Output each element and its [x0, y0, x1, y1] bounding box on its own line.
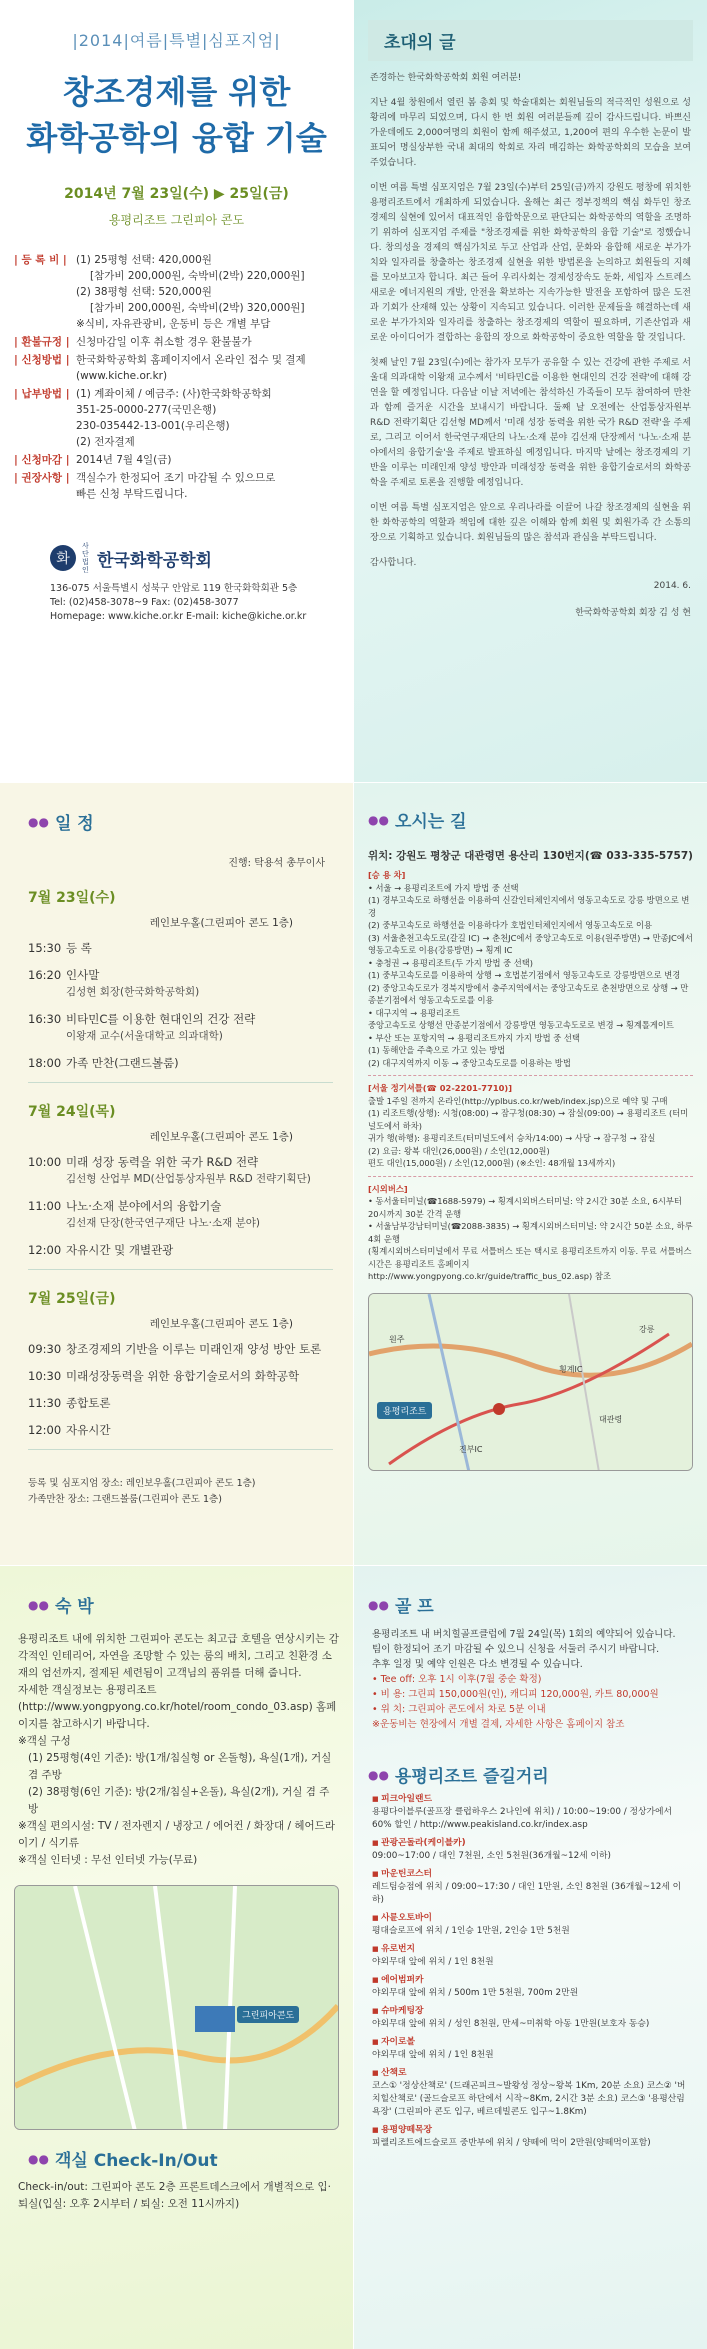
attraction-name: ■ 산책로	[372, 2067, 693, 2080]
direction-line: • 서울 → 용평리조트에 가지 방법 중 선택	[368, 882, 519, 893]
lodging-text	[18, 1631, 339, 1869]
letter-paragraph: 첫째 날인 7월 23일(수)에는 참가자 모두가 공유할 수 있는 건강에 관한 주제로 서울대 의과대학 이왕재 교수께서 '비타민C를 이용한 현대인의 건강 전략'에 대해 강연을 할 예정입니다. 다음날 이날 저녁에는 참석하신 가족들이 모두 참여하여 만찬과 함께 즐거운 시간을 보내시기 바랍니다. 둘째 날 오전에는 산업통상자원부 R&D 전략기획단 김선형 MD께서 '미래 성장 동력을 위한 국가 R&D 전략'을 주제로, 그리고 이어서 한국연구재단의 나노·소재 분야 김선재 단장께서 '나노·소재 분야에서의 융합기술'을 주제로 발표하실 예정입니다. 마지막 날에는 창조경제의 기반을 이루는 미래인재 양성 방안과 미래성장 동력을 위한 융합기술로서의 화학공학을 주제로 토론을 진행할 예정입니다.	[370, 358, 691, 488]
attraction-desc: 야외무대 앞에 위치 / 500m 1만 5천원, 700m 2만원	[372, 1988, 579, 1998]
item-time: 12:00	[28, 1423, 62, 1437]
golf-title: 골 프	[394, 1597, 434, 1617]
dots-icon: ●●	[368, 812, 389, 827]
direction-line: (2) 중앙고속도로가 경북지방에서 충주지역에서는 중앙고속도로 춘천방면으로 상행 → 만종분기점에서 영동고속도로를 이용	[368, 982, 689, 1005]
schedule-item	[28, 1011, 333, 1045]
item-title: 미래성장동력을 위한 융합기술로서의 화학공학	[66, 1369, 300, 1383]
direction-line: (3) 서울춘천고속도로(갈길 IC) → 춘천JC에서 중앙고속도로 이용(원주방면) → 만종JC에서 영동고속도로 이용(강릉방면) → 횡계 IC	[368, 932, 693, 955]
info-line: [참가비 200,000원, 숙박비(2박) 220,000원]	[90, 270, 305, 282]
golf-line: • Tee off: 오후 1시 이후(7월 중순 확정)	[372, 1674, 542, 1685]
schedule-item	[28, 1242, 333, 1259]
info-line: ※식비, 자유관광비, 운동비 등은 개별 부담	[76, 318, 271, 330]
item-body	[66, 1341, 333, 1358]
dots-icon: ●●	[28, 814, 49, 829]
attraction-name: ■ 유로번지	[372, 1943, 693, 1956]
item-time: 11:30	[28, 1396, 62, 1410]
letter-date: 2014. 6.	[653, 581, 691, 591]
attraction-desc: 피렐리조트에드슬로프 중반부에 위치 / 양떼에 먹이 2만원(양떼먹이포함)	[372, 2138, 651, 2148]
item-title: 자유시간 및 개별관광	[66, 1243, 174, 1257]
item-title: 나노·소재 분야에서의 융합기술	[66, 1199, 222, 1213]
info-value	[76, 452, 339, 468]
map-place-label: 진부IC	[459, 1444, 483, 1454]
info-line: 한국화학공학회 홈페이지에서 온라인 접수 및 결제	[76, 354, 306, 366]
item-time: 10:00	[28, 1155, 62, 1169]
item-time: 16:30	[28, 1012, 62, 1026]
lodging-paragraph: 용평리조트 내에 위치한 그린피아 콘도는 최고급 호텔을 연상시키는 감각적인 인테리어, 자연을 조망할 수 있는 룸의 배치, 그리고 친환경 소재의 엄선까지, 절제된 세련됨이 고객님의 품위를 더해 줍니다.	[18, 1633, 339, 1679]
attraction-name: ■ 에어범퍼카	[372, 1974, 693, 1987]
directions-panel	[354, 783, 707, 1565]
schedule-item	[28, 1422, 333, 1439]
info-label: | 등 록 비 |	[14, 254, 67, 266]
info-value	[76, 470, 339, 502]
item-title: 등 록	[66, 941, 92, 955]
schedule-item	[28, 967, 333, 1001]
attraction-name: ■ 피크아일랜드	[372, 1793, 693, 1806]
directions-map	[368, 1293, 693, 1471]
map-place-label: 횡계IC	[559, 1364, 583, 1374]
golf-text	[372, 1627, 693, 1732]
attraction-name: ■ 관광곤돌라(케이블카)	[372, 1837, 693, 1850]
schedule-item	[28, 1198, 333, 1232]
day-room: 레인보우홀(그린피아 콘도 1층)	[149, 1318, 293, 1330]
info-line: 351-25-0000-277(국민은행)	[76, 404, 217, 416]
direction-line: • 서울남부강남터미널(☎2088-3835) → 횡계시외버스터미널: 약 2시간 50분 소요, 하루 4회 운행	[368, 1221, 693, 1244]
item-title: 창조경제의 기반을 이루는 미래인재 양성 방안 토론	[66, 1342, 322, 1356]
address-line: Homepage: www.kiche.or.kr E-mail: kiche@kiche.or.kr	[50, 611, 307, 622]
info-label: | 환불규정 |	[14, 336, 70, 348]
item-title: 비타민C를 이용한 현대인의 건강 전략	[66, 1012, 256, 1026]
info-line: 2014년 7월 4일(금)	[76, 454, 172, 466]
dots-icon: ●●	[368, 1597, 389, 1612]
item-time: 16:20	[28, 968, 62, 982]
day-room: 레인보우홀(그린피아 콘도 1층)	[149, 1131, 293, 1143]
attractions-list	[372, 1793, 693, 2150]
info-row	[14, 334, 339, 350]
item-time: 15:30	[28, 941, 62, 955]
condo-building	[195, 2006, 235, 2032]
direction-line: 편도 대인(15,000원) / 소인(12,000원) (※소인: 48개월 13세까지)	[368, 1158, 616, 1168]
logo-small-text: 사단법인	[82, 542, 89, 574]
attraction-name: ■ 자이로볼	[372, 2036, 693, 2049]
info-value	[76, 334, 339, 350]
golf-line: 용평리조트 내 버치힐골프클럽에 7월 24일(목) 1회의 예약되어 있습니다.	[372, 1629, 676, 1640]
lodging-title-wrap	[28, 1592, 353, 1617]
resort-map	[14, 1885, 339, 2130]
info-row	[14, 386, 339, 450]
info-line: 빠른 신청 부탁드립니다.	[76, 488, 188, 500]
invitation-letter	[370, 71, 691, 571]
checkin-text: Check-in/out: 그린피아 콘도 2층 프론트데스크에서 개별적으로 입·퇴실(입실: 오후 2시부터 / 퇴실: 오전 11시까지)	[18, 2181, 331, 2210]
letter-paragraph: 이번 여름 특별 심포지엄은 7월 23일(수)부터 25일(금)까지 강원도 평창에 위치한 용평리조트에서 개최하게 되었습니다. 올해는 최근 정부정책의 핵심 화두인 창조경제의 실현에 있어서 대표적인 융합학문으로 판단되는 화학공학의 역할을 조명하기 위하여 심포지엄 주제를 "창조경제를 위한 화학공학의 융합 기술"로 정했습니다. 창의성을 경제의 핵심가치로 두고 산업과 산업, 문화와 융합해 새로운 부가가치와 일자리를 창출하는 창조경제 실현을 위한 방법론을 논의하고 회원들의 지혜를 모아보고자 합니다. 최근 들어 우리사회는 경제성장속도 둔화, 세입자 스트레스 새로운 에너지원의 개발, 안전을 확보하는 지속가능한 발전을 포함하여 많은 도전과 기회가 산재해 있는 상황이 지속되고 있습니다. 이러한 문제들을 해결하는데 새로운 부가가치와 일자리를 창출하는 창조경제의 역할이 필요하며, 기존산업과 새로운 아이디어가 결합하는 융합의 장으로 화학공학이 중요한 역할을 할 것입니다.	[370, 183, 691, 343]
item-title: 인사말	[66, 968, 100, 982]
title-line-1: 창조경제를 위한	[62, 73, 291, 111]
direction-block-head: [서울 정기셔틀(☎ 02-2201-7710)]	[368, 1083, 512, 1093]
direction-line: (1) 동해안을 주축으로 가고 있는 방법	[368, 1045, 506, 1055]
info-label: | 신청마감 |	[14, 454, 70, 466]
info-value	[76, 386, 339, 450]
attraction-name: ■ 마운틴코스터	[372, 1868, 693, 1881]
attraction-desc: 레드팀승점에 위치 / 09:00~17:30 / 대인 1만원, 소인 8천원 (36개월~12세 이하)	[372, 1882, 682, 1905]
checkin-title: 객실 Check-In/Out	[54, 2151, 218, 2171]
schedule-item	[28, 1368, 333, 1385]
divider	[28, 1269, 333, 1270]
resort-marker	[493, 1403, 505, 1415]
letter-paragraph: 지난 4월 창원에서 열린 봄 총회 및 학술대회는 회원님들의 적극적인 성원으로 성황리에 마무리 되었으며, 다시 한 번 회원 여러분들께 깊이 감사드립니다. 바쁘신 가운데에도 2,000여명의 회원이 함께 해주셨고, 1,200여 편의 우수한 논문이 발표되어 명실상부한 국내 최대의 학회로 자리 매김하는 화학공학회의 모습을 보여주었습니다.	[370, 98, 691, 168]
checkin-title-wrap	[28, 2146, 353, 2171]
item-body	[66, 1242, 333, 1259]
direction-line: • 동서울터미널(☎1688-5979) → 횡계시외버스터미널: 약 2시간 30분 소요, 6시부터 20시까지 30분 간격 운행	[368, 1196, 682, 1219]
map-place-label: 강릉	[639, 1324, 655, 1334]
item-body	[66, 940, 333, 957]
direction-line: 출발 1주일 전까지 온라인(http://yplbus.co.kr/web/index.jsp)으로 예약 및 구매	[368, 1095, 668, 1106]
day-date: 7월 24일(목)	[28, 1104, 116, 1120]
item-body	[66, 1011, 333, 1045]
info-line: (1) 계좌이체 / 예금주: (사)한국화학공학회	[76, 388, 272, 400]
attraction-desc: 코스① '정상산책로' (드래곤피크~발왕성 정상~왕복 1Km, 20분 소요) 코스② '버치힐산책로' (골드슬로프 하단에서 시작~8Km, 2시간 3분 소요) 코스③ '용평산림욕장' (그린피아 콘도 입구, 베르데빌콘도 입구~1.8Km)	[372, 2081, 686, 2117]
direction-line: (1) 중부고속도로를 이용하여 상행 → 호법분기점에서 영동고속도로 강릉방면으로 변경	[368, 970, 681, 980]
address-line: 136-075 서울특별시 성북구 안암로 119 한국화학회관 5층	[50, 583, 298, 594]
direction-line: (2) 요금: 왕복 대인(26,000원) / 소인(12,000원)	[368, 1145, 550, 1156]
info-line: (2) 전자결제	[76, 436, 135, 448]
divider	[28, 1449, 333, 1450]
lodging-paragraph: ※객실 구성	[18, 1735, 71, 1747]
attraction-desc: 야외무대 앞에 위치 / 성인 8천원, 만세~미취학 아동 1만원(보호자 동승)	[372, 2019, 650, 2029]
direction-line: (1) 경부고속도로 하행선을 이용하여 신갈인터체인지에서 영동고속도로 강릉 방면으로 변경	[368, 895, 690, 918]
info-value	[76, 352, 339, 384]
dots-icon: ●●	[28, 2151, 49, 2166]
attraction-desc: 평대슬로프에 위치 / 1인승 1만원, 2인승 1만 5천원	[372, 1926, 570, 1936]
divider	[368, 1075, 693, 1076]
item-sub: 이왕재 교수(서울대학교 의과대학)	[66, 1030, 223, 1042]
item-title: 가족 만찬(그랜드볼룸)	[66, 1056, 179, 1070]
attraction-desc: 용평다이블루(골프장 클럽하우스 2나인에 위치) / 10:00~19:00 / 정상가에서 60% 할인 / http://www.peakisland.co.kr/index.asp	[372, 1807, 672, 1830]
dots-icon: ●●	[368, 1767, 389, 1782]
footer-line: 가족만찬 장소: 그랜드볼룸(그린피아 콘도 1층)	[28, 1494, 222, 1505]
road-map-svg	[369, 1294, 692, 1471]
item-body	[66, 1395, 333, 1412]
attraction-desc: 야외무대 앞에 위치 / 1인 8천원	[372, 2050, 494, 2060]
info-label: | 납부방법 |	[14, 388, 70, 400]
logo-text-wrap	[82, 542, 212, 574]
item-body	[66, 1368, 333, 1385]
golf-line: ※운동비는 현장에서 개별 결제, 자세한 사항은 홈페이지 참조	[372, 1719, 625, 1730]
letter-paragraph: 존경하는 한국화학공학회 회원 여러분!	[370, 73, 522, 83]
info-line: (www.kiche.or.kr)	[76, 370, 168, 382]
schedule-title-wrap	[28, 809, 353, 834]
attraction-name: ■ 슈마케팅장	[372, 2005, 693, 2018]
info-row	[14, 452, 339, 468]
lodging-title: 숙 박	[54, 1597, 94, 1617]
lodging-panel	[0, 1566, 353, 2349]
golf-title-wrap	[368, 1592, 707, 1617]
golf-line: 팀이 한정되어 조기 마감될 수 있으니 신청을 서둘러 주시기 바랍니다.	[372, 1644, 660, 1655]
golf-panel	[354, 1566, 707, 2349]
info-value	[76, 252, 339, 332]
item-title: 종합토론	[66, 1396, 111, 1410]
lodging-paragraph: (2) 38평형(6인 기준): 방(2개/침실+온돌), 욕실(2개), 거실 겸 주방	[28, 1786, 330, 1815]
directions-title-wrap	[368, 807, 707, 832]
society-address	[50, 582, 353, 624]
info-line: [참가비 200,000원, 숙박비(2박) 320,000원]	[90, 302, 305, 314]
letter-paragraph: 이번 여름 특별 심포지엄은 앞으로 우리나라를 이끌어 나갈 창조경제의 실현을 위한 화학공학의 역할과 책임에 대한 깊은 이해와 함께 회원 및 회원가족 간 소통의 장으로 기획하고 있습니다. 회원님들의 많은 참석과 관심을 부탁드립니다.	[370, 503, 691, 543]
item-time: 11:00	[28, 1199, 62, 1213]
cover-panel	[0, 0, 353, 782]
divider	[368, 1176, 693, 1177]
attraction-name: ■ 용평양떼목장	[372, 2124, 693, 2137]
attractions-title-wrap	[368, 1762, 707, 1787]
golf-line: • 위 치: 그린피아 콘도에서 차로 5분 이내	[372, 1704, 546, 1715]
item-body	[66, 1055, 333, 1072]
event-label: |2014|여름|특별|심포지엄|	[72, 31, 281, 50]
item-body	[66, 967, 333, 1001]
schedule-footer	[28, 1476, 333, 1508]
day-room: 레인보우홀(그린피아 콘도 1층)	[149, 917, 293, 929]
item-body	[66, 1154, 333, 1188]
attraction-desc: 09:00~17:00 / 대인 7천원, 소인 5천원(36개월~12세 이하)	[372, 1851, 611, 1861]
invitation-panel	[354, 0, 707, 782]
direction-block-head: [시외버스]	[368, 1183, 408, 1194]
lodging-paragraph: ※객실 인터넷 : 무선 인터넷 가능(무료)	[18, 1854, 198, 1866]
schedule-panel	[0, 783, 353, 1565]
info-line: (1) 25평형 선택: 420,000원	[76, 254, 212, 266]
info-row	[14, 252, 339, 332]
day-date: 7월 25일(금)	[28, 1291, 116, 1307]
attraction-desc: 야외무대 앞에 위치 / 1인 8천원	[372, 1957, 494, 1967]
direction-line: (2) 대구지역까지 이동 → 중앙고속도로를 이용하는 방법	[368, 1057, 571, 1068]
schedule-item	[28, 1395, 333, 1412]
direction-line: (횡계시외버스터미널에서 무료 셔틀버스 또는 택시로 용평리조트까지 이동. 무료 셔틀버스 시간은 용평리조트 홈페이지http://www.yongpyong.co.kr/guide/traffic_bus_02.asp) 참조	[368, 1246, 692, 1281]
dots-icon: ●●	[28, 1597, 49, 1612]
item-title: 미래 성장 동력을 위한 국가 R&D 전략	[66, 1155, 259, 1169]
info-row	[14, 470, 339, 502]
map-place-label: 대관령	[599, 1414, 623, 1424]
directions-title: 오시는 길	[394, 812, 467, 832]
map-resort-label: 용평리조트	[377, 1402, 432, 1419]
info-line: 230-035442-13-001(우리은행)	[76, 420, 230, 432]
item-time: 09:30	[28, 1342, 62, 1356]
title-line-2: 화학공학의 융합 기술	[26, 119, 327, 157]
direction-line: • 부산 또는 포항지역 → 용평리조트까지 가지 방법 중 선택	[368, 1032, 580, 1043]
directions-address: 위치: 강원도 평창군 대관령면 용산리 130번지(☎ 033-335-5757)	[368, 850, 693, 862]
footer-line: 등록 및 심포지엄 장소: 레인보우홀(그린피아 콘도 1층)	[28, 1478, 256, 1489]
lodging-paragraph: 자세한 객실정보는 용평리조트(http://www.yongpyong.co.kr/hotel/room_condo_03.asp) 홈페이지를 참고하시기 바랍니다.	[18, 1684, 337, 1730]
info-line: 객실수가 한정되어 조기 마감될 수 있으므로	[76, 472, 276, 484]
info-label: | 신청방법 |	[14, 354, 70, 366]
letter-signature: 한국화학공학회 회장 김 성 현	[575, 608, 691, 618]
item-time: 12:00	[28, 1243, 62, 1257]
golf-line: • 비 용: 그린피 150,000원(인), 캐디피 120,000원, 카트 80,000원	[372, 1689, 659, 1700]
schedule-item	[28, 1055, 333, 1072]
info-line: (2) 38평형 선택: 520,000원	[76, 286, 212, 298]
main-title	[0, 69, 353, 161]
direction-line: (1) 리조트행(상행): 시청(08:00) → 잠구청(08:30) → 잠실(09:00) → 용평리조트 (터미널도에서 하차)	[368, 1108, 689, 1131]
divider	[28, 1082, 333, 1083]
map-place-label: 원주	[389, 1334, 405, 1344]
logo-text: 한국화학공학회	[97, 550, 212, 571]
info-row	[14, 352, 339, 384]
society-logo	[50, 542, 353, 574]
item-sub: 김선재 단장(한국연구재단 나노·소재 분야)	[66, 1217, 260, 1229]
attractions-title: 용평리조트 즐길거리	[394, 1767, 549, 1787]
item-time: 18:00	[28, 1056, 62, 1070]
event-venue: 용평리조트 그린피아 콘도	[108, 213, 245, 227]
item-sub: 김선형 산업부 MD(산업통상자원부 R&D 전략기획단)	[66, 1173, 311, 1185]
direction-line: • 충청권 → 용평리조트(두 가지 방법 중 선택)	[368, 957, 534, 968]
direction-line: • 대구지역 → 용평리조트	[368, 1007, 460, 1018]
item-title: 자유시간	[66, 1423, 111, 1437]
schedule-title: 일 정	[54, 814, 94, 834]
item-time: 10:30	[28, 1369, 62, 1383]
lodging-paragraph: (1) 25평형(4인 기준): 방(1개/침실형 or 온돌형), 욕실(1개), 거실 겸 주방	[28, 1752, 332, 1781]
schedule-item	[28, 940, 333, 957]
schedule-item	[28, 1341, 333, 1358]
letter-paragraph: 감사합니다.	[370, 558, 417, 568]
item-sub: 김성현 회장(한국화학공학회)	[66, 986, 200, 998]
directions-body	[368, 869, 693, 1283]
address-line: Tel: (02)458-3078~9 Fax: (02)458-3077	[50, 597, 239, 608]
direction-line: 중앙고속도로 상행선 만종분기점에서 강릉방면 영동고속도로로 변경 → 횡계톨게이트	[368, 1020, 674, 1030]
event-date: 2014년 7월 23일(수) ▶ 25일(금)	[64, 186, 289, 202]
invitation-title: 초대의 글	[368, 20, 693, 61]
attraction-name: ■ 사륜오토바이	[372, 1912, 693, 1925]
golf-line: 추후 일정 및 예약 인원은 다소 변경될 수 있습니다.	[372, 1659, 583, 1670]
map-condo-label: 그린피아콘도	[237, 2006, 299, 2023]
info-line: 신청마감일 이후 취소할 경우 환불불가	[76, 336, 252, 348]
direction-line: (2) 중부고속도로 하행선을 이용하다가 호법인터체인지에서 영동고속도로 이용	[368, 920, 653, 930]
lodging-paragraph: ※객실 편의시설: TV / 전자렌지 / 냉장고 / 에어컨 / 화장대 / 헤어드라이기 / 식기류	[18, 1820, 335, 1849]
item-body	[66, 1422, 333, 1439]
item-body	[66, 1198, 333, 1232]
schedule-moderator: 진행: 탁용석 총무이사	[228, 858, 325, 869]
direction-block-head: [승 용 차]	[368, 870, 406, 880]
direction-line: 귀가 행(하행): 용평리조트(터미널도에서 승차/14:00) → 사당 → 잠구청 → 잠실	[368, 1133, 656, 1143]
schedule-item	[28, 1154, 333, 1188]
schedule-days	[0, 887, 353, 1450]
day-date: 7월 23일(수)	[28, 890, 116, 906]
registration-info	[14, 252, 339, 502]
logo-emblem: 화	[50, 545, 76, 571]
info-label: | 권장사항 |	[14, 472, 70, 484]
